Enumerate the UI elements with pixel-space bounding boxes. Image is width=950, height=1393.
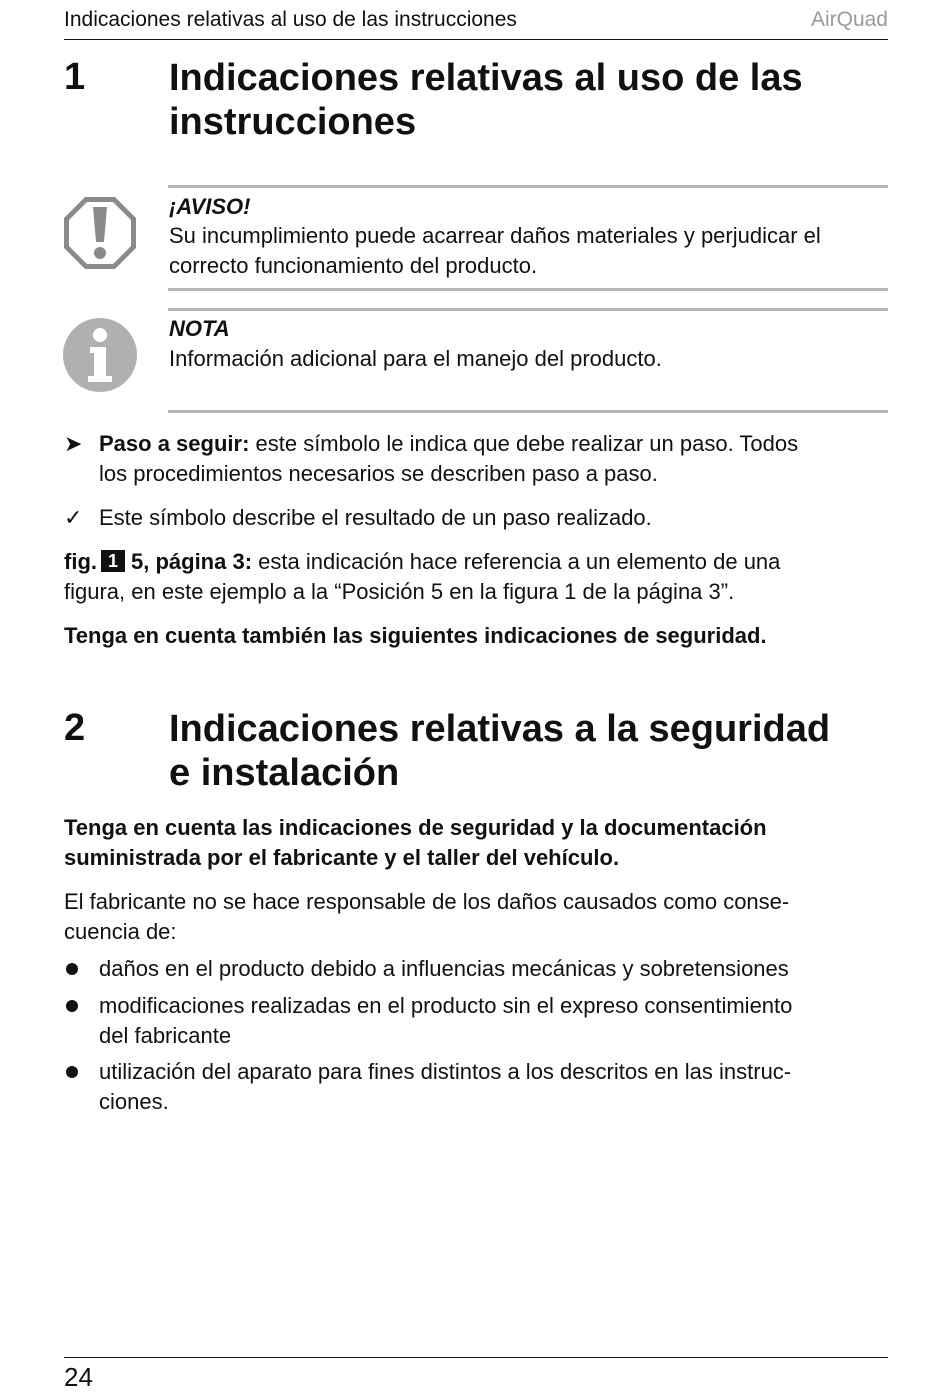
footer-divider	[64, 1357, 888, 1358]
aviso-body	[169, 221, 889, 281]
result-text: Este símbolo describe el resultado de un paso realizado.	[99, 505, 652, 530]
running-header-product: AirQuad	[810, 8, 888, 31]
bullet-icon	[66, 1066, 78, 1078]
section-1-title-line2: instrucciones	[169, 101, 417, 143]
section-2-title	[169, 707, 869, 795]
section-2-bold-intro	[64, 813, 889, 873]
bullet-icon	[66, 963, 78, 975]
list-item	[99, 991, 889, 1051]
section-2-intro-line2: cuencia de:	[64, 919, 177, 944]
aviso-body-line2: correcto funcionamiento del producto.	[169, 253, 538, 278]
aviso-bottom-rule	[168, 288, 888, 291]
aviso-top-rule	[168, 185, 888, 188]
step-text	[99, 429, 889, 489]
list-item-line1: modificaciones realizadas en el producto sin el expreso consentimiento	[99, 993, 793, 1018]
section-2-intro-line1: El fabricante no se hace responsable de los daños causados como conse-	[64, 889, 790, 914]
list-item-line2: del fabricante	[99, 1023, 232, 1048]
warning-exclamation-octagon-icon	[62, 195, 138, 276]
page-number: 24	[64, 1362, 93, 1392]
checkmark-icon: ✓	[64, 505, 83, 530]
fig-text-line2: figura, en este ejemplo a la “Posición 5 en la figura 1 de la página 3”.	[64, 579, 735, 604]
nota-body: Información adicional para el manejo del producto.	[169, 346, 662, 371]
section-2-title-line1: Indicaciones relativas a la seguridad	[169, 708, 831, 750]
step-label: Paso a seguir:	[99, 431, 250, 456]
safety-note: Tenga en cuenta también las siguientes indicaciones de seguridad.	[64, 623, 767, 648]
aviso-body-line1: Su incumplimiento puede acarrear daños materiales y perjudicar el	[169, 223, 821, 248]
section-2-number: 2	[64, 707, 86, 749]
list-item-line2: ciones.	[99, 1089, 169, 1114]
step-text-line1: este símbolo le indica que debe realizar un paso. Todos	[249, 431, 799, 456]
running-header-title: Indicaciones relativas al uso de las instrucciones	[64, 8, 517, 31]
list-item-line1: utilización del aparato para fines distintos a los descritos en las instruc-	[99, 1059, 792, 1084]
info-circle-icon	[63, 318, 137, 397]
list-item	[99, 954, 889, 984]
fig-prefix: fig.	[64, 549, 97, 574]
section-2-title-line2: e instalación	[169, 752, 400, 794]
list-item	[99, 1057, 889, 1117]
aviso-title: ¡AVISO!	[169, 194, 251, 219]
section-1-number: 1	[64, 56, 86, 98]
list-item-line1: daños en el producto debido a influencias mecánicas y sobretensiones	[99, 956, 789, 981]
bullet-icon	[66, 1000, 78, 1012]
section-1-title	[169, 56, 869, 144]
nota-top-rule	[168, 308, 888, 311]
section-1-title-line1: Indicaciones relativas al uso de las	[169, 57, 803, 99]
section-2-bold-line1: Tenga en cuenta las indicaciones de seguridad y la documentación	[64, 815, 767, 840]
fig-suffix: 5, página 3:	[131, 549, 253, 574]
figure-reference-paragraph	[64, 547, 889, 607]
nota-bottom-rule	[168, 410, 888, 413]
header-divider	[64, 39, 888, 40]
section-2-intro	[64, 887, 889, 947]
fig-text-line1: esta indicación hace referencia a un elemento de una	[252, 549, 781, 574]
figure-number-box: 1	[101, 550, 125, 572]
step-text-line2: los procedimientos necesarios se describen paso a paso.	[99, 461, 658, 486]
step-arrow-icon: ➤	[64, 431, 83, 456]
section-2-bold-line2: suministrada por el fabricante y el taller del vehículo.	[64, 845, 620, 870]
nota-title: NOTA	[169, 316, 230, 341]
